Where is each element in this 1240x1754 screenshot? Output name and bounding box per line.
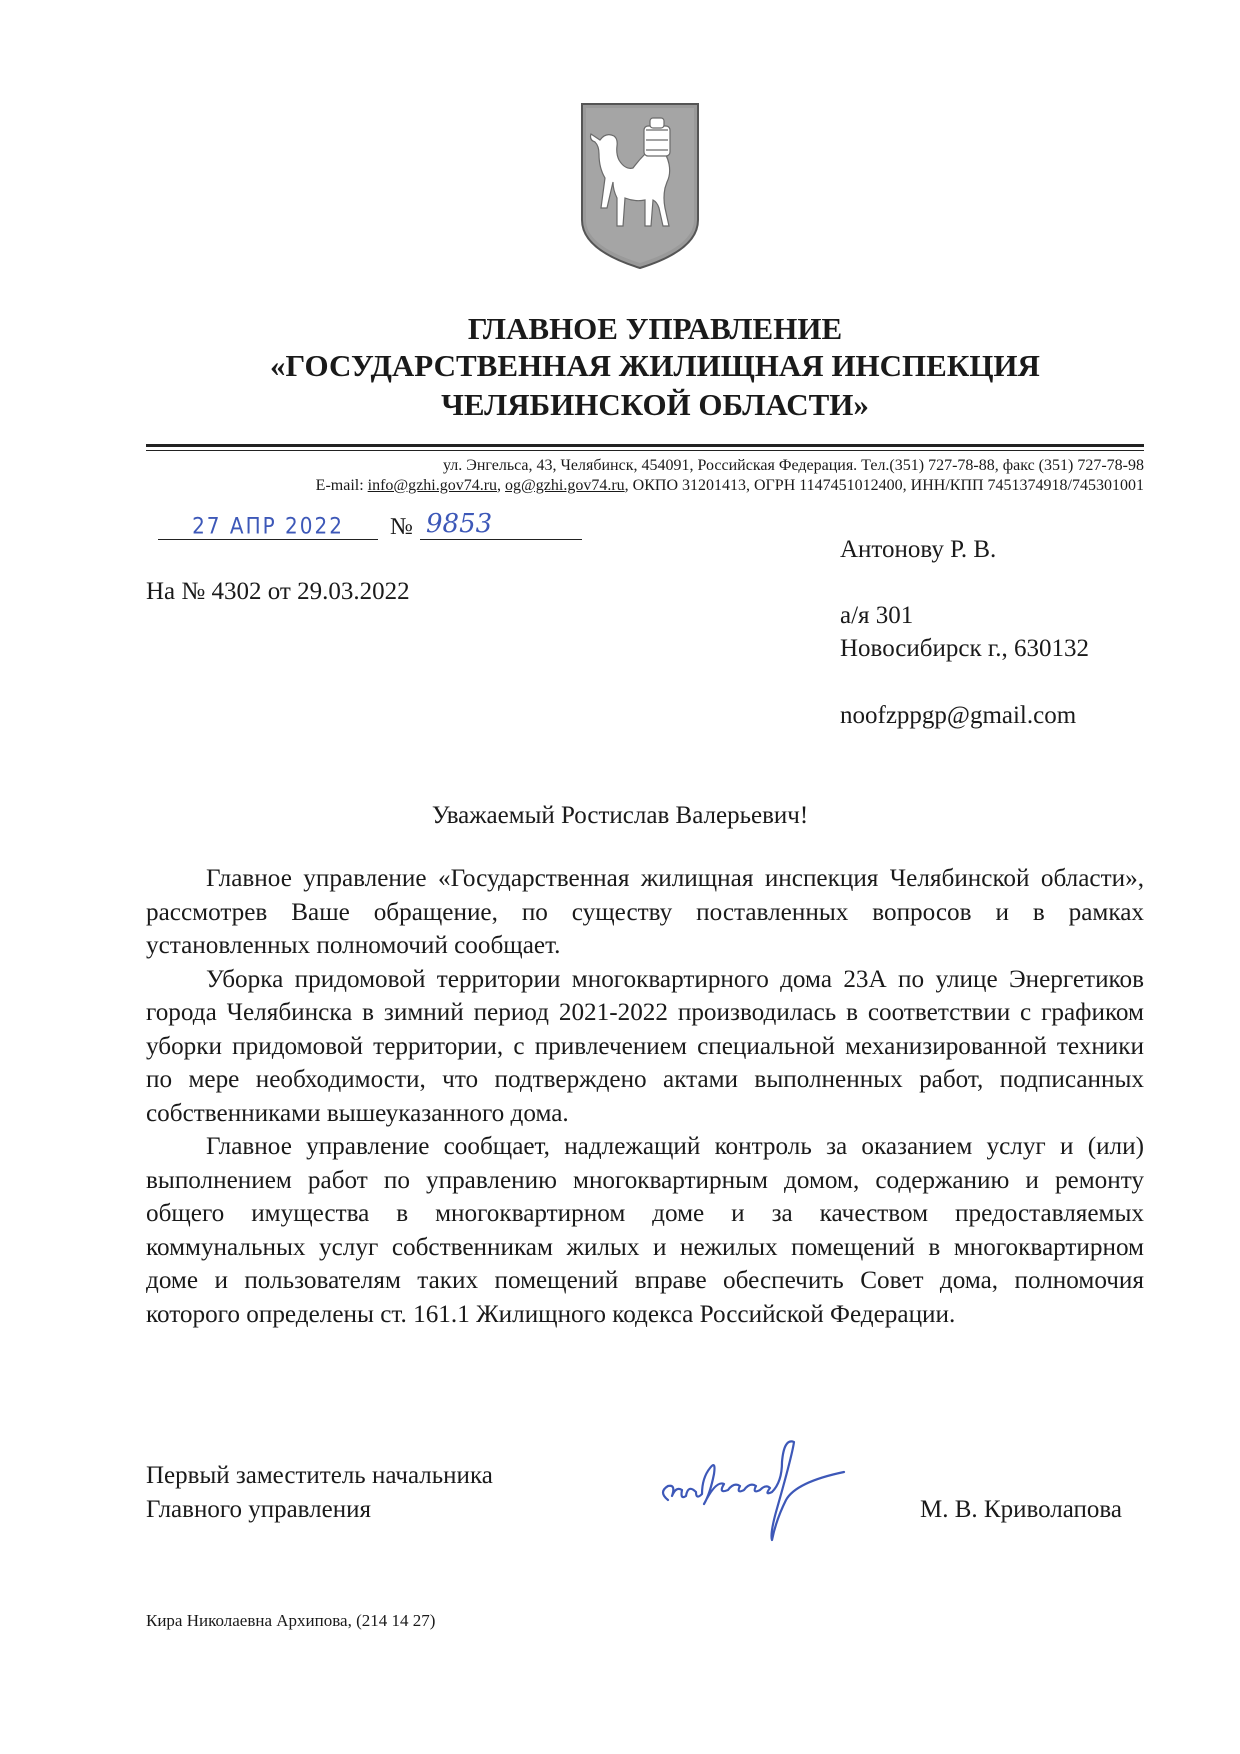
number-sign: № bbox=[390, 514, 413, 540]
email-link-og[interactable]: og@gzhi.gov74.ru bbox=[505, 477, 625, 494]
header-rule-thick bbox=[146, 444, 1144, 447]
salutation: Уважаемый Ростислав Валерьевич! bbox=[431, 802, 809, 829]
signatory-position-line-1: Первый заместитель начальника bbox=[146, 1462, 493, 1489]
outgoing-number: 9853 bbox=[426, 509, 493, 539]
handwritten-signature-icon bbox=[650, 1420, 870, 1550]
signatory-position-line-2: Главного управления bbox=[146, 1496, 371, 1523]
email-prefix: E-mail: bbox=[315, 477, 368, 494]
letter-body bbox=[146, 862, 1144, 1331]
org-email-line bbox=[316, 478, 1144, 494]
email-link-info[interactable]: info@gzhi.gov74.ru bbox=[367, 477, 498, 494]
outgoing-date-stamp: 27 АПР 2022 bbox=[192, 512, 344, 540]
body-paragraph: Главное управление «Государственная жилищная инспекция Челябинской области», рассмотрев Ваше обращение, по существу поставленных вопросов и в рамках установленных полномочий сообщает. bbox=[146, 865, 1144, 959]
body-paragraph: Уборка придомовой территории многоквартирного дома 23А по улице Энергетиков города Челябинска в зимний период 2021-2022 производилась в соответствии с графиком уборки придомовой территории, с привлечением специальной механизированной техники по мере необходимости, что подтверждено актами выполненных работ, подписанных собственниками вышеуказанного дома. bbox=[146, 965, 1144, 1127]
recipient-email: noofzppgp@gmail.com bbox=[840, 702, 1077, 729]
recipient-name: Антонову Р. В. bbox=[840, 536, 997, 563]
number-underline bbox=[420, 539, 582, 540]
date-underline bbox=[158, 539, 378, 540]
recipient-po-box: а/я 301 bbox=[840, 602, 914, 629]
org-heading-line-1: ГЛАВНОЕ УПРАВЛЕНИЕ bbox=[467, 311, 843, 346]
coat-of-arms-icon bbox=[578, 100, 702, 272]
body-paragraph: Главное управление сообщает, надлежащий контроль за оказанием услуг и (или) выполнением работ по управлению многоквартирным домом, содержанию и ремонту общего имущества в многоквартирном доме и за качеством предоставляемых коммунальных услуг собственникам жилых и нежилых помещений в многоквартирном доме и пользователям таких помещений вправе обеспечить Совет дома, полномочия которого определены ст. 161.1 Жилищного кодекса Российской Федерации. bbox=[146, 1133, 1144, 1328]
signatory-name: М. В. Криволапова bbox=[920, 1496, 1122, 1523]
executor-contact: Кира Николаевна Архипова, (214 14 27) bbox=[146, 1611, 436, 1630]
org-address: ул. Энгельса, 43, Челябинск, 454091, Российская Федерация. Тел.(351) 727-78-88, факс (351) 727-78-98 bbox=[442, 457, 1144, 474]
org-requisites: , ОКПО 31201413, ОГРН 1147451012400, ИНН/КПП 7451374918/745301001 bbox=[624, 477, 1144, 494]
org-heading-line-2: «ГОСУДАРСТВЕННАЯ ЖИЛИЩНАЯ ИНСПЕКЦИЯ bbox=[270, 348, 1040, 383]
email-separator: , bbox=[497, 477, 506, 494]
recipient-city: Новосибирск г., 630132 bbox=[840, 635, 1090, 662]
reference-number: На № 4302 от 29.03.2022 bbox=[146, 578, 410, 605]
org-heading-line-3: ЧЕЛЯБИНСКОЙ ОБЛАСТИ» bbox=[441, 387, 869, 422]
header-rule-thin bbox=[146, 450, 1144, 451]
